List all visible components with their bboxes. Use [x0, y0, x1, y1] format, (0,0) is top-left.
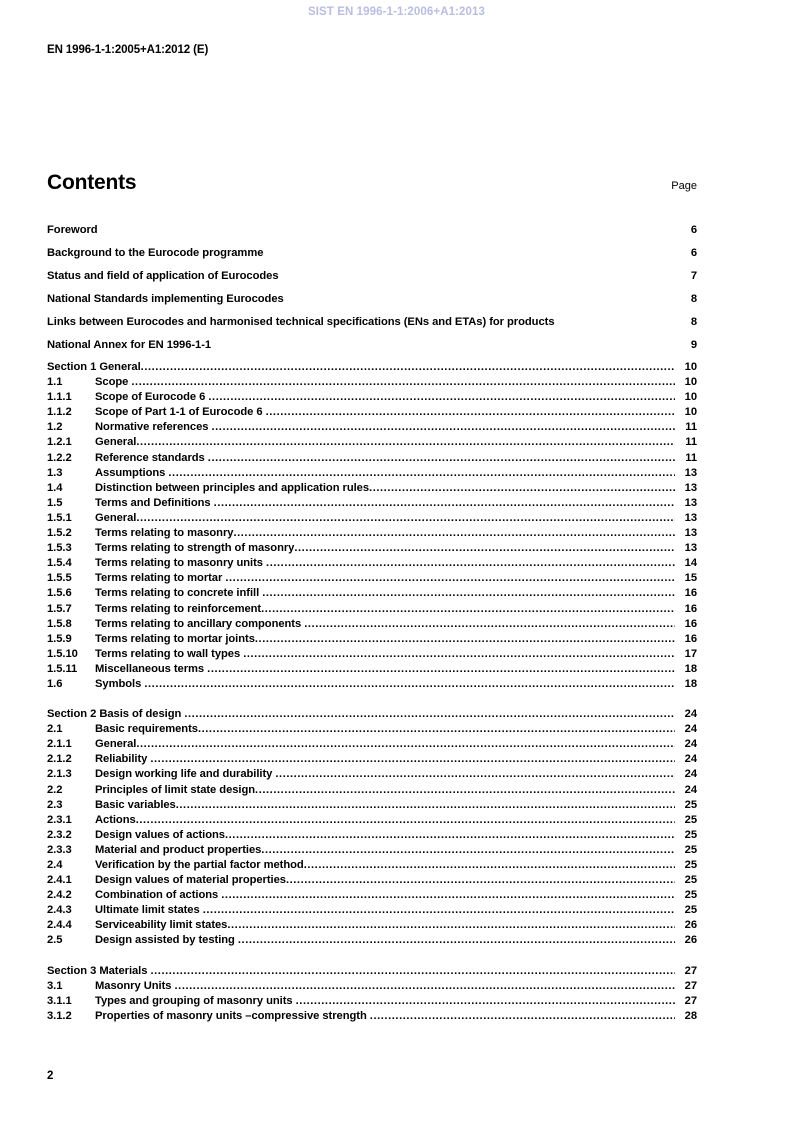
toc-entry-page-number: 24	[684, 783, 697, 796]
toc-dot-leader	[282, 268, 689, 279]
toc-entry-label: Terms relating to concrete infill	[95, 587, 260, 600]
toc-entry-page-number: 8	[690, 316, 697, 328]
toc-entry[interactable]	[47, 873, 697, 888]
toc-dot-leader	[233, 526, 675, 537]
toc-entry-number: 2.3.2	[47, 828, 72, 841]
toc-dot-leader	[294, 541, 675, 552]
toc-entry-page-number: 25	[684, 843, 697, 856]
toc-entry-page-number: 15	[684, 572, 697, 585]
toc-dot-leader	[225, 571, 675, 582]
toc-entry-label: Symbols	[95, 677, 142, 690]
toc-entry-label: Scope of Part 1-1 of Eurocode 6	[95, 406, 263, 419]
toc-entry-number: 2.4.3	[47, 904, 72, 917]
toc-entry[interactable]	[47, 632, 697, 647]
toc-entry[interactable]	[47, 311, 697, 334]
toc-entry[interactable]	[47, 511, 697, 526]
toc-dot-leader	[203, 903, 675, 914]
toc-entry-number: 1.5.3	[47, 542, 72, 555]
toc-entry-number: 1.5.10	[47, 647, 78, 660]
toc-entry-label: Terms relating to masonry	[95, 527, 234, 540]
toc-entry-page-number: 28	[684, 1009, 697, 1022]
toc-entry-label: Design values of actions	[95, 828, 225, 841]
toc-entry-page-number: 26	[684, 919, 697, 932]
toc-dot-leader	[136, 813, 675, 824]
toc-entry-page-number: 25	[684, 828, 697, 841]
toc-entry[interactable]	[47, 405, 697, 420]
toc-section-heading[interactable]	[47, 964, 697, 979]
toc-entry-page-number: 25	[684, 889, 697, 902]
toc-entry-number: 2.3	[47, 798, 63, 811]
toc-entry-number: 2.1.2	[47, 753, 72, 766]
toc-entry-label: Ultimate limit states	[95, 904, 200, 917]
toc-entry[interactable]	[47, 541, 697, 556]
toc-entry[interactable]	[47, 242, 697, 265]
toc-entry-label: Links between Eurocodes and harmonised technical specifications (ENs and ETAs) for products	[47, 316, 555, 328]
toc-entry-page-number: 16	[684, 602, 697, 615]
toc-entry-page-number: 10	[684, 376, 697, 389]
toc-entry[interactable]	[47, 858, 697, 873]
toc-entry-number: 1.5.9	[47, 632, 72, 645]
toc-entry[interactable]	[47, 783, 697, 798]
toc-entry-page-number: 24	[684, 708, 697, 721]
toc-dot-leader	[211, 420, 675, 431]
toc-entry-page-number: 16	[684, 632, 697, 645]
toc-entry-label: Terms relating to masonry units	[95, 557, 263, 570]
toc-dot-leader	[284, 291, 689, 302]
toc-entry[interactable]	[47, 334, 697, 357]
toc-entry-page-number: 13	[684, 527, 697, 540]
toc-dot-leader	[243, 647, 675, 658]
toc-entry-number: 3.1	[47, 979, 63, 992]
toc-entry-number: 1.5	[47, 496, 63, 509]
page-folio-number: 2	[47, 1070, 54, 1082]
toc-dot-leader	[369, 481, 675, 492]
toc-entry-page-number: 13	[684, 496, 697, 509]
toc-dot-leader	[136, 435, 675, 446]
toc-dot-leader	[150, 752, 675, 763]
toc-entry[interactable]	[47, 903, 697, 918]
toc-entry-label: Terms and Definitions	[95, 496, 211, 509]
toc-entry-number: 2.4.4	[47, 919, 72, 932]
toc-entry-number: 1.5.4	[47, 557, 72, 570]
toc-entry[interactable]	[47, 451, 697, 466]
toc-entry-label: Miscellaneous terms	[95, 662, 205, 675]
toc-dot-leader	[136, 511, 675, 522]
toc-entry[interactable]	[47, 556, 697, 571]
toc-dot-leader	[304, 858, 675, 869]
toc-entry[interactable]	[47, 843, 697, 858]
toc-dot-leader	[275, 767, 675, 778]
toc-entry-page-number: 25	[684, 859, 697, 871]
toc-entry-label: Material and product properties	[95, 843, 262, 856]
toc-dot-leader	[98, 222, 689, 233]
toc-dot-leader	[255, 632, 675, 643]
toc-entry-label: Principles of limit state design	[95, 783, 256, 796]
toc-entry-label: Scope	[95, 376, 129, 389]
toc-entry-number: 1.6	[47, 677, 63, 690]
toc-entry[interactable]	[47, 933, 697, 948]
toc-entry-page-number: 18	[684, 677, 697, 690]
toc-entry-label: Terms relating to wall types	[95, 647, 241, 660]
toc-entry-label: National Annex for EN 1996-1-1	[47, 339, 212, 351]
toc-section-gap	[47, 692, 697, 707]
toc-entry[interactable]	[47, 737, 697, 752]
toc-entry-label: Terms relating to strength of masonry	[95, 542, 295, 555]
toc-section-gap	[47, 949, 697, 964]
toc-entry[interactable]	[47, 526, 697, 541]
toc-dot-leader	[208, 451, 675, 462]
toc-entry-page-number: 27	[684, 979, 697, 992]
toc-entry-number: 1.5.11	[47, 662, 78, 675]
toc-entry-number: 1.5.2	[47, 527, 72, 540]
toc-entry-number: 1.2.2	[47, 451, 72, 464]
toc-entry-label: Reference standards	[95, 451, 205, 464]
toc-entry-page-number: 14	[684, 557, 697, 570]
toc-entry-number: 2.2	[47, 783, 63, 796]
toc-dot-leader	[286, 873, 675, 884]
toc-dot-leader	[150, 964, 675, 975]
toc-entry-label: Verification by the partial factor method	[95, 859, 304, 871]
toc-entry[interactable]	[47, 288, 697, 311]
toc-entry-number: 1.5.6	[47, 587, 72, 600]
toc-entry[interactable]	[47, 435, 697, 450]
toc-dot-leader	[208, 390, 675, 401]
toc-entry-label: General	[95, 511, 137, 524]
toc-entry-label: Terms relating to reinforcement	[95, 602, 262, 615]
toc-entry-page-number: 7	[690, 270, 697, 282]
toc-front-matter	[47, 219, 697, 357]
toc-entry-label: Basic requirements	[95, 723, 198, 736]
toc-entry-number: 2.1.3	[47, 768, 72, 781]
toc-entry-label: Section 1 General	[47, 361, 141, 373]
toc-entry-page-number: 24	[684, 753, 697, 766]
toc-entry-label: Reliability	[95, 753, 148, 766]
toc-section-heading[interactable]	[47, 707, 697, 722]
toc-dot-leader	[225, 828, 675, 839]
toc-dot-leader	[261, 843, 675, 854]
toc-entry-label: General	[95, 738, 137, 751]
toc-entry-label: Section 3 Materials	[47, 964, 148, 977]
toc-entry-label: Scope of Eurocode 6	[95, 391, 206, 404]
toc-entry-label: Distinction between principles and application rules	[95, 481, 370, 494]
toc-entry[interactable]	[47, 677, 697, 692]
toc-entry-label: Terms relating to ancillary components	[95, 617, 302, 630]
toc-entry-label: Normative references	[95, 421, 209, 434]
toc-dot-leader	[168, 466, 675, 477]
toc-entry[interactable]	[47, 586, 697, 601]
toc-entry-page-number: 9	[690, 339, 697, 351]
toc-entry[interactable]	[47, 602, 697, 617]
toc-entry[interactable]	[47, 617, 697, 632]
toc-sections	[47, 360, 697, 1024]
contents-heading-row	[47, 171, 697, 195]
toc-dot-leader	[262, 586, 675, 597]
toc-entry-page-number: 25	[684, 798, 697, 811]
toc-entry-label: General	[95, 436, 137, 449]
toc-entry-page-number: 17	[684, 647, 697, 660]
toc-entry-number: 2.1.1	[47, 738, 72, 751]
toc-entry-label: Foreword	[47, 224, 98, 236]
toc-entry-page-number: 16	[684, 617, 697, 630]
toc-entry-page-number: 6	[690, 247, 697, 259]
toc-dot-leader	[198, 722, 675, 733]
document-code-header: EN 1996-1-1:2005+A1:2012 (E)	[47, 44, 209, 56]
toc-dot-leader	[175, 979, 676, 990]
toc-entry[interactable]	[47, 828, 697, 843]
toc-dot-leader	[221, 888, 675, 899]
toc-entry-number: 2.5	[47, 934, 63, 947]
toc-entry-page-number: 10	[684, 361, 697, 373]
toc-dot-leader	[207, 662, 675, 673]
toc-entry-page-number: 25	[684, 904, 697, 917]
toc-entry-number: 1.5.8	[47, 617, 72, 630]
toc-entry-page-number: 6	[690, 224, 697, 236]
toc-entry-label: National Standards implementing Eurocodes	[47, 293, 284, 305]
toc-entry[interactable]	[47, 918, 697, 933]
toc-entry-label: Assumptions	[95, 466, 166, 479]
toc-entry[interactable]	[47, 752, 697, 767]
toc-entry[interactable]	[47, 813, 697, 828]
toc-entry-number: 2.4	[47, 859, 63, 871]
toc-entry-page-number: 24	[684, 723, 697, 736]
toc-entry-page-number: 13	[684, 511, 697, 524]
toc-dot-leader	[266, 245, 689, 256]
toc-entry[interactable]	[47, 420, 697, 435]
toc-entry-label: Design values of material properties	[95, 874, 286, 887]
toc-entry-page-number: 26	[684, 934, 697, 947]
toc-entry[interactable]	[47, 481, 697, 496]
toc-dot-leader	[370, 1009, 675, 1020]
toc-dot-leader	[144, 677, 675, 688]
toc-entry-label: Properties of masonry units –compressive strength	[95, 1009, 367, 1022]
toc-entry-number: 1.5.1	[47, 511, 72, 524]
toc-entry-number: 3.1.1	[47, 994, 72, 1007]
toc-entry-number: 2.4.2	[47, 889, 72, 902]
toc-entry-page-number: 27	[684, 964, 697, 977]
toc-entry-label: Types and grouping of masonry units	[95, 994, 293, 1007]
toc-entry-page-number: 11	[685, 436, 697, 449]
toc-entry-page-number: 11	[685, 421, 697, 434]
toc-dot-leader	[255, 783, 675, 794]
toc-entry-number: 1.5.5	[47, 572, 72, 585]
toc-dot-leader	[296, 994, 675, 1005]
toc-entry-page-number: 10	[684, 406, 697, 419]
toc-dot-leader	[131, 375, 675, 386]
toc-dot-leader	[176, 798, 675, 809]
toc-entry-page-number: 8	[690, 293, 697, 305]
toc-entry-number: 1.5.7	[47, 602, 72, 615]
toc-dot-leader	[261, 602, 675, 613]
toc-entry[interactable]	[47, 888, 697, 903]
toc-entry-number: 1.3	[47, 466, 63, 479]
toc-entry[interactable]	[47, 767, 697, 782]
toc-entry-page-number: 18	[684, 662, 697, 675]
toc-entry-number: 2.3.1	[47, 813, 72, 826]
toc-entry-number: 1.1.1	[47, 391, 72, 404]
toc-entry-number: 1.1	[47, 376, 63, 389]
toc-entry-number: 1.1.2	[47, 406, 72, 419]
page-title: Contents	[47, 171, 137, 194]
toc-entry-label: Background to the Eurocode programme	[47, 247, 264, 259]
toc-entry-number: 3.1.2	[47, 1009, 72, 1022]
toc-entry[interactable]	[47, 265, 697, 288]
toc-entry[interactable]	[47, 390, 697, 405]
toc-entry-page-number: 25	[684, 813, 697, 826]
toc-dot-leader	[214, 337, 689, 348]
watermark-standard-reference: SIST EN 1996-1-1:2006+A1:2013	[307, 6, 486, 18]
toc-dot-leader	[227, 918, 675, 929]
toc-entry-number: 1.2.1	[47, 436, 72, 449]
toc-dot-leader	[214, 496, 675, 507]
toc-entry-number: 1.2	[47, 421, 63, 434]
toc-entry-page-number: 13	[684, 542, 697, 555]
toc-dot-leader	[266, 556, 675, 567]
toc-entry-page-number: 24	[684, 768, 697, 781]
toc-entry-label: Design assisted by testing	[95, 934, 235, 947]
toc-entry-page-number: 27	[684, 994, 697, 1007]
toc-entry-label: Terms relating to mortar joints	[95, 632, 255, 645]
page-column-label: Page	[671, 180, 697, 192]
toc-entry-label: Serviceability limit states	[95, 919, 228, 932]
toc-dot-leader	[136, 737, 675, 748]
toc-entry-page-number: 13	[684, 466, 697, 479]
toc-entry[interactable]	[47, 1009, 697, 1024]
toc-entry[interactable]	[47, 722, 697, 737]
toc-entry[interactable]	[47, 496, 697, 511]
toc-entry-number: 2.3.3	[47, 843, 72, 856]
toc-entry[interactable]	[47, 375, 697, 390]
toc-entry[interactable]	[47, 647, 697, 662]
toc-entry-label: Masonry Units	[95, 979, 172, 992]
toc-entry[interactable]	[47, 662, 697, 677]
toc-dot-leader	[558, 314, 689, 325]
toc-dot-leader	[304, 617, 675, 628]
toc-entry[interactable]	[47, 466, 697, 481]
toc-entry-label: Terms relating to mortar	[95, 572, 223, 585]
toc-dot-leader	[266, 405, 675, 416]
toc-entry[interactable]	[47, 571, 697, 586]
toc-entry-label: Combination of actions	[95, 889, 219, 902]
toc-entry[interactable]	[47, 994, 697, 1009]
toc-entry-label: Actions	[95, 813, 136, 826]
toc-entry-page-number: 11	[685, 451, 697, 464]
toc-entry-label: Status and field of application of Eurocodes	[47, 270, 279, 282]
toc-entry-page-number: 10	[684, 391, 697, 404]
toc-section-heading[interactable]	[47, 360, 697, 375]
toc-entry-label: Section 2 Basis of design	[47, 708, 182, 721]
toc-entry-label: Design working life and durability	[95, 768, 273, 781]
toc-entry-number: 1.4	[47, 481, 63, 494]
toc-entry-label: Basic variables	[95, 798, 176, 811]
toc-entry[interactable]	[47, 979, 697, 994]
toc-entry-page-number: 16	[684, 587, 697, 600]
toc-entry[interactable]	[47, 219, 697, 242]
toc-entry-number: 2.4.1	[47, 874, 72, 887]
toc-entry[interactable]	[47, 798, 697, 813]
toc-entry-number: 2.1	[47, 723, 63, 736]
toc-entry-page-number: 13	[684, 481, 697, 494]
toc-entry-page-number: 25	[684, 874, 697, 887]
toc-dot-leader	[184, 707, 675, 718]
toc-dot-leader	[238, 933, 675, 944]
toc-dot-leader	[141, 360, 675, 371]
toc-entry-page-number: 24	[684, 738, 697, 751]
